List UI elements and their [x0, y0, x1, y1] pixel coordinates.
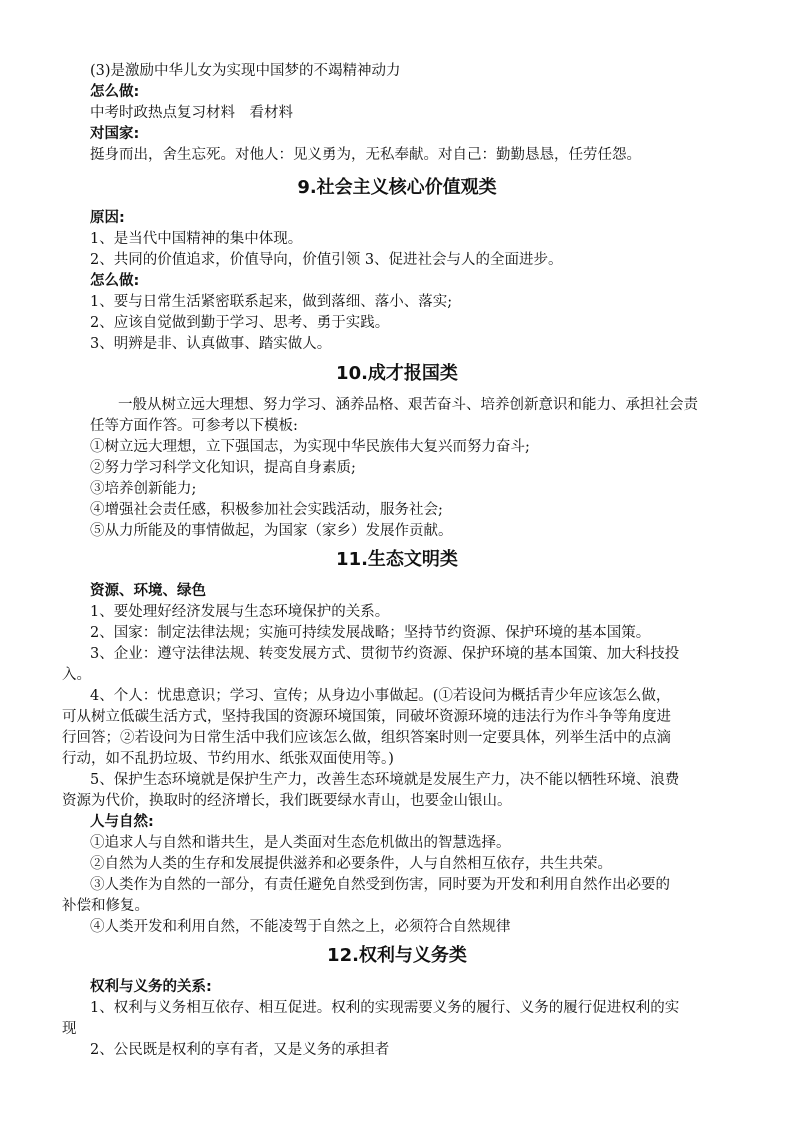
list-item: 1、权利与义务相互依存、相互促进。权利的实现需要义务的履行、义务的履行促进权利的实 [90, 1000, 680, 1016]
list-item: ③人类作为自然的一部分，有责任避免自然受到伤害，同时要为开发和利用自然作出必要的 [90, 877, 670, 893]
list-item: 4、个人：忧患意识；学习、宣传；从身边小事做起。(①若设问为概括青少年应该怎么做， [90, 688, 671, 704]
list-item-cont: 资源为代价，换取时的经济增长，我们既要绿水青山，也要金山银山。 [62, 793, 512, 809]
country-label: 对国家: [90, 126, 140, 142]
how-label: 怎么做: [90, 84, 140, 100]
list-item: 1、要与日常生活紧密联系起来，做到落细、落小、落实; [90, 294, 453, 310]
list-item: 2、共同的价值追求，价值导向，价值引领 3、促进社会与人的全面进步。 [90, 252, 563, 268]
country-text: 挺身而出，舍生忘死。对他人：见义勇为，无私奉献。对自己：勤勤恳恳，任劳任怨。 [90, 147, 641, 163]
list-item: 3、明辨是非、认真做事、踏实做人。 [90, 336, 332, 352]
material-line: 中考时政热点复习材料 看材料 [90, 105, 293, 121]
paragraph-line: 任等方面作答。可参考以下模板: [90, 418, 298, 434]
subheading: 资源、环境、绿色 [90, 583, 206, 599]
list-item-cont: 可从树立低碳生活方式，坚持我国的资源环境国策，同破坏资源环境的违法行为作斗争等角度进 [62, 709, 671, 725]
list-item: ④人类开发和利用自然，不能凌驾于自然之上，必须符合自然规律 [90, 919, 511, 935]
list-item: 2、公民既是权利的享有者，又是义务的承担者 [90, 1042, 390, 1058]
list-item-cont: 入。 [62, 667, 91, 683]
list-item-cont: 补偿和修复。 [62, 898, 149, 914]
section-12-title: 12.权利与义务类 [327, 945, 467, 966]
section-10-title: 10.成才报国类 [336, 363, 458, 384]
list-item: ①追求人与自然和谐共生，是人类面对生态危机做出的智慧选择。 [90, 835, 511, 851]
list-item: ①树立远大理想，立下强国志，为实现中华民族伟大复兴而努力奋斗; [90, 439, 530, 455]
list-item: 2、应该自觉做到勤于学习、思考、勇于实践。 [90, 315, 390, 331]
list-item: ②努力学习科学文化知识，提高自身素质; [90, 460, 356, 476]
list-item-cont: 行回答；②若设问为日常生活中我们应该怎么做，组织答案时则一定要具体，列举生活中的点滴 [62, 730, 671, 746]
subheading: 权利与义务的关系: [90, 979, 212, 995]
list-item-cont: 现 [62, 1021, 77, 1037]
list-item: 2、国家：制定法律法规；实施可持续发展战略；坚持节约资源、保护环境的基本国策。 [90, 625, 651, 641]
list-item: ②自然为人类的生存和发展提供滋养和必要条件，人与自然相互依存，共生共荣。 [90, 856, 612, 872]
list-item: 5、保护生态环境就是保护生产力，改善生态环境就是发展生产力，决不能以牺牲环境、浪费 [90, 772, 680, 788]
section-11-title: 11.生态文明类 [336, 549, 458, 570]
list-item: ⑤从力所能及的事情做起，为国家（家乡）发展作贡献。 [90, 523, 453, 539]
list-item: ④增强社会责任感，积极参加社会实践活动，服务社会; [90, 502, 443, 518]
paragraph-line: 一般从树立远大理想、努力学习、涵养品格、艰苦奋斗、培养创新意识和能力、承担社会责 [118, 397, 698, 413]
list-item: 1、是当代中国精神的集中体现。 [90, 231, 303, 247]
intro-line: (3)是激励中华儿女为实现中国梦的不竭精神动力 [90, 63, 401, 79]
list-item-cont: 行动，如不乱扔垃圾、节约用水、纸张双面使用等。) [62, 751, 394, 767]
list-item: 3、企业：遵守法律法规、转变发展方式、贯彻节约资源、保护环境的基本国策、加大科技投 [90, 646, 680, 662]
how-label: 怎么做: [90, 273, 140, 289]
list-item: ③培养创新能力; [90, 481, 197, 497]
list-item: 1、要处理好经济发展与生态环境保护的关系。 [90, 604, 390, 620]
section-9-title: 9.社会主义核心价值观类 [297, 177, 497, 198]
reason-label: 原因: [90, 210, 125, 226]
subheading: 人与自然: [90, 814, 154, 830]
